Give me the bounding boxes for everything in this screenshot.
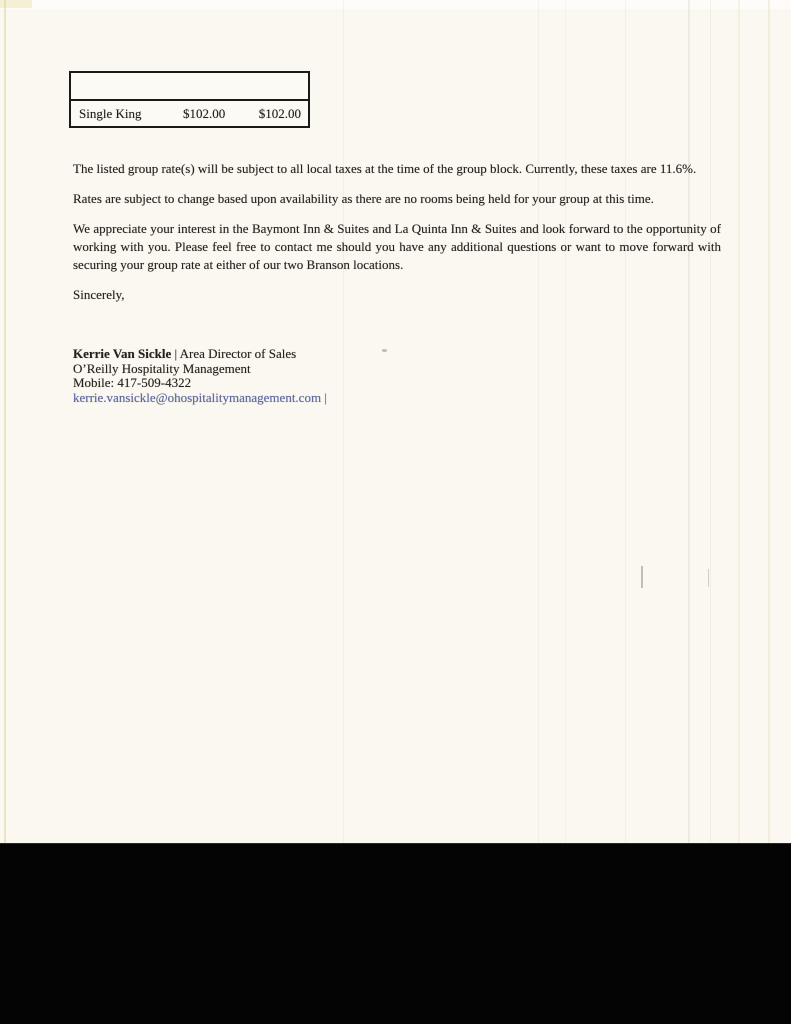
email-suffix: | <box>321 389 327 405</box>
rate-cell: $102.00 <box>258 105 301 121</box>
scan-streak <box>688 0 690 843</box>
scan-streak <box>710 0 711 843</box>
rate-table <box>69 71 310 128</box>
scan-top-strip <box>0 0 791 9</box>
scan-corner-tint <box>0 0 32 8</box>
scan-streak <box>738 0 740 843</box>
signature-mobile: Mobile: 417-509-4322 <box>73 375 192 391</box>
paragraph-availability: Rates are subject to change based upon availability as there are no rooms being held for your group at this time. <box>73 191 654 206</box>
scan-streak <box>538 0 539 843</box>
signature-title: Area Director of Sales <box>179 346 297 361</box>
signature-name-title-line <box>73 347 327 362</box>
letter-body <box>73 160 721 316</box>
scanner-black-bar <box>0 843 791 1024</box>
scan-dash <box>708 569 709 587</box>
room-type-cell: Single King <box>79 105 142 121</box>
signature-block <box>73 347 327 405</box>
rate-table-header-row <box>71 73 308 101</box>
scan-dash <box>641 566 643 588</box>
paragraph-taxes: The listed group rate(s) will be subject to all local taxes at the time of the group block. Currently, these taxes are 11.6%. <box>73 161 697 176</box>
rate-cell: $102.00 <box>183 105 226 121</box>
valediction: Sincerely, <box>73 287 125 302</box>
scan-streak <box>4 0 6 843</box>
signature-separator: | <box>171 346 180 361</box>
scan-streak <box>768 0 770 843</box>
scan-streak <box>343 0 344 843</box>
email-link[interactable]: kerrie.vansickle@ohospitalitymanagement.com <box>73 389 322 405</box>
scan-streak <box>625 0 626 843</box>
paragraph-closing: We appreciate your interest in the Baymont Inn & Suites and La Quinta Inn & Suites and look forward to the opportunity of working with you. Please feel free to contact me should you have any additional questions or want to move forward with securing your group rate at either of our two Branson locations. <box>73 221 721 272</box>
scan-speck <box>382 349 387 352</box>
signature-name: Kerrie Van Sickle <box>73 346 172 361</box>
scan-streak <box>565 0 566 843</box>
signature-email-line <box>73 391 327 406</box>
signature-company: O’Reilly Hospitality Management <box>73 360 251 376</box>
rate-table-row <box>71 101 308 126</box>
